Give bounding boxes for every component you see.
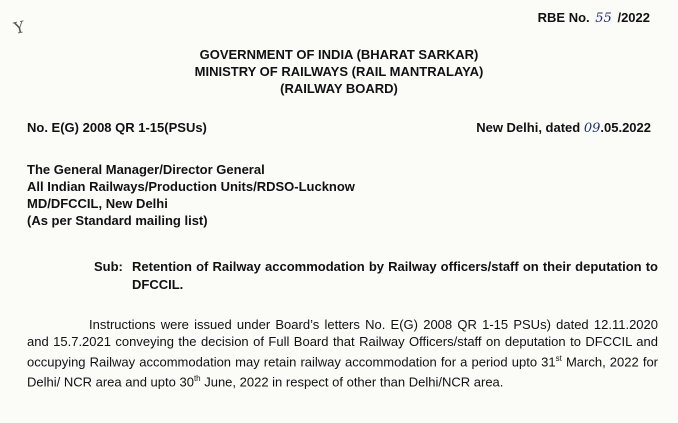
addressee-line-3: MD/DFCCIL, New Delhi xyxy=(27,196,168,211)
rbe-prefix: RBE No. xyxy=(537,10,590,25)
subject-label: Sub: xyxy=(94,259,123,274)
letterhead-line-3: (RAILWAY BOARD) xyxy=(280,81,398,96)
addressee-block xyxy=(27,161,355,229)
subject-text: Retention of Railway accommodation by Railway officers/staff on their deputation to DFCCIL. xyxy=(132,259,658,292)
body-sup-2: th xyxy=(193,374,201,384)
rbe-handwritten-number: 55 xyxy=(595,11,612,26)
rbe-suffix: /2022 xyxy=(617,10,650,25)
rbe-number xyxy=(538,10,650,26)
letter-date xyxy=(476,120,651,136)
letterhead xyxy=(0,46,678,97)
body-text-2: March, 2022 for Delhi/ NCR area and upto 30 xyxy=(27,354,659,390)
body-text-1: Instructions were issued under Board’s letters No. E(G) 2008 QR 1-15 PSUs) dated 12.11.2020 and 15.7.2021 conveying the decision of Full Board that Railway Officers/staff on deputation to DFCCIL and occupying Railway accommodation may retain railway accommodation for a period upto 31 xyxy=(27,317,658,370)
handwritten-mark: Y xyxy=(12,17,27,38)
date-handwritten-day: 09 xyxy=(583,121,601,136)
addressee-line-1: The General Manager/Director General xyxy=(27,162,265,177)
body-text-3: June, 2022 in respect of other than Delhi/NCR area. xyxy=(200,374,504,390)
date-rest: .05.2022 xyxy=(600,120,651,135)
subject-line xyxy=(94,258,658,292)
letterhead-line-2: MINISTRY OF RAILWAYS (RAIL MANTRALAYA) xyxy=(194,64,484,79)
addressee-line-2: All Indian Railways/Production Units/RDSO-Lucknow xyxy=(27,179,355,194)
letterhead-line-1: GOVERNMENT OF INDIA (BHARAT SARKAR) xyxy=(199,47,479,62)
body-sup-1: st xyxy=(555,354,562,363)
date-prefix: New Delhi, dated xyxy=(476,120,584,135)
body-paragraph xyxy=(27,316,658,391)
reference-number: No. E(G) 2008 QR 1-15(PSUs) xyxy=(27,120,207,135)
addressee-line-4: (As per Standard mailing list) xyxy=(27,213,208,228)
